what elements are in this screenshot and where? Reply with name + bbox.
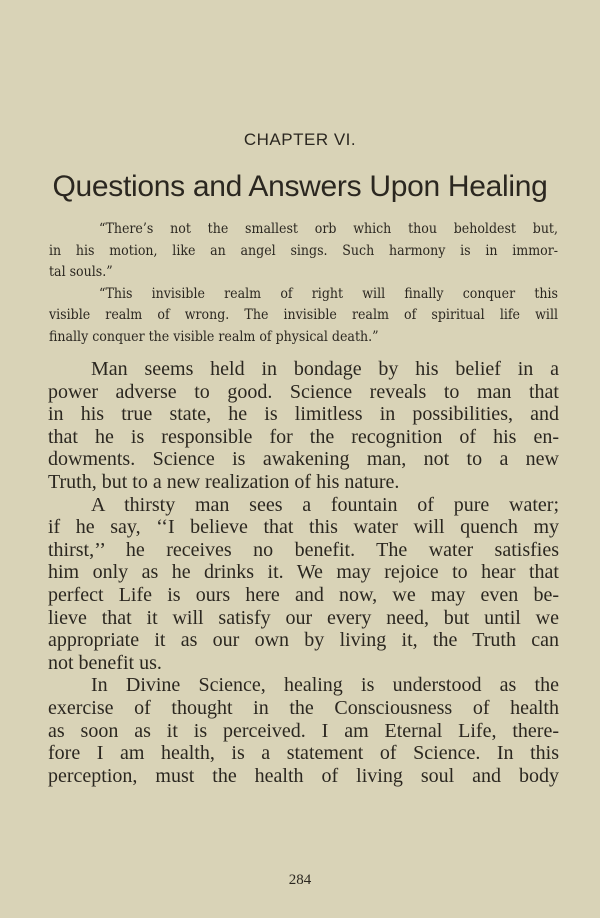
epigraph-line: tal souls.” — [49, 264, 113, 281]
text-line: thirst,’’ he receives no benefit. The water satisfies — [48, 538, 559, 561]
text-line: dowments. Science is awakening man, not to a new — [48, 448, 559, 471]
text-line: perfect Life is ours here and now, we may even be- — [48, 583, 559, 606]
chapter-heading: CHAPTER VI. — [243, 130, 357, 149]
epigraph-line: “There’s not the smallest orb which thou beholdest but, — [99, 221, 558, 237]
text-line: in his true state, he is limitless in possibilities, and — [48, 403, 559, 426]
text-line: power adverse to good. Science reveals to man that — [48, 380, 559, 403]
text-line: if he say, ‘‘I believe that this water will quench my — [48, 516, 559, 539]
epigraph-line: “This invisible realm of right will finally conquer this — [99, 285, 558, 302]
epigraph-line: in his motion, like an angel sings. Such harmony is in immor- — [49, 242, 558, 259]
text-line: lieve that it will satisfy our every need, but until we — [48, 606, 559, 629]
text-line: Man seems held in bondage by his belief in a — [91, 358, 559, 380]
epigraph — [49, 219, 558, 349]
body-text — [48, 358, 559, 787]
chapter-title: Questions and Answers Upon Healing — [52, 170, 548, 203]
epigraph-line: finally conquer the visible realm of physical death.” — [49, 328, 379, 345]
text-line: that he is responsible for the recognition of his en- — [48, 425, 559, 448]
text-line: as soon as it is perceived. I am Eternal Life, there- — [48, 719, 559, 742]
page-number: 284 — [288, 872, 312, 888]
text-line: not benefit us. — [48, 651, 162, 674]
text-line: him only as he drinks it. We may rejoice to hear that — [48, 561, 559, 584]
text-line: exercise of thought in the Consciousness of health — [48, 696, 559, 719]
text-line: fore I am health, is a statement of Science. In this — [48, 742, 559, 765]
text-line: Truth, but to a new realization of his nature. — [48, 470, 400, 493]
text-line: appropriate it as our own by living it, the Truth can — [48, 629, 559, 652]
text-line: A thirsty man sees a fountain of pure water; — [91, 493, 559, 516]
text-line: In Divine Science, healing is understood as the — [91, 674, 559, 697]
text-line: perception, must the health of living soul and body — [48, 764, 559, 787]
epigraph-line: visible realm of wrong. The invisible realm of spiritual life will — [49, 307, 558, 324]
